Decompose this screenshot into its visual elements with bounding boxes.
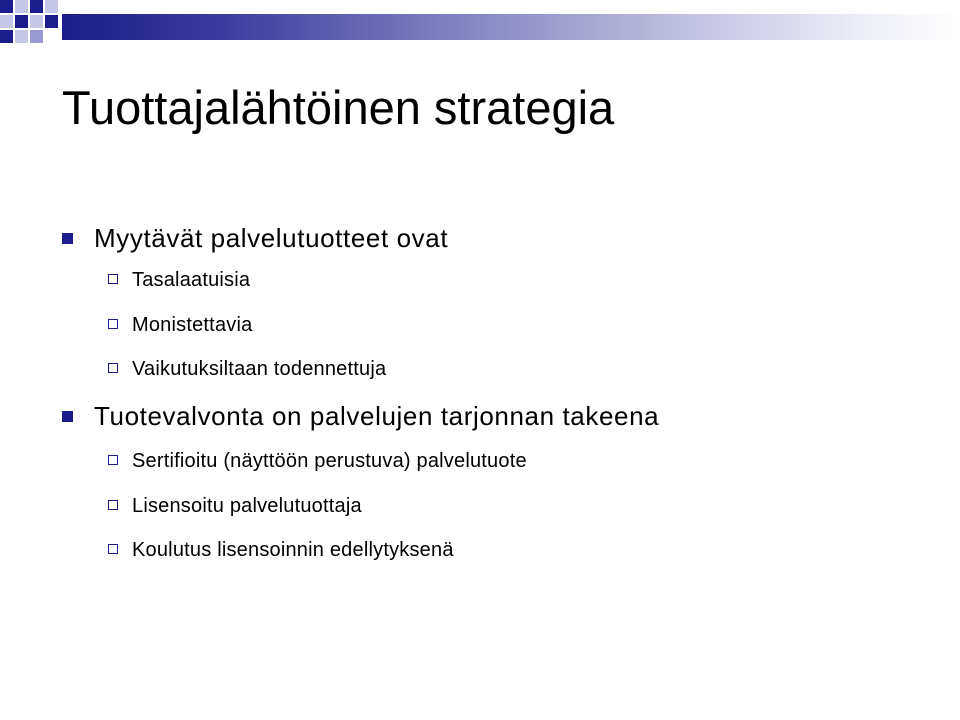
decor-square [15,0,28,13]
slide-title: Tuottajalähtöinen strategia [62,81,615,134]
hollow-square-bullet-icon [108,319,118,329]
decor-square [0,30,13,43]
decor-square [30,30,43,43]
hollow-square-bullet-icon [108,544,118,554]
bullet-text: Myytävät palvelutuotteet ovat [94,223,449,253]
sub-bullet-text: Vaikutuksiltaan todennettuja [132,358,387,380]
sub-bullet-text: Koulutus lisensoinnin edellytyksenä [132,539,454,561]
decor-square [15,15,28,28]
decor-square [0,15,13,28]
hollow-square-bullet-icon [108,274,118,284]
sub-bullet-text: Sertifioitu (näyttöön perustuva) palvelutuote [132,450,527,472]
sub-bullet-text: Lisensoitu palvelutuottaja [132,495,362,517]
decor-square [0,0,13,13]
sub-bullet-text: Monistettavia [132,314,253,336]
decor-square [30,0,43,13]
decor-square [45,0,58,13]
hollow-square-bullet-icon [108,500,118,510]
hollow-square-bullet-icon [108,363,118,373]
header-gradient-bar [62,14,960,40]
square-bullet-icon [62,411,73,422]
decor-square [15,30,28,43]
decor-square [45,15,58,28]
decor-square [30,15,43,28]
sub-bullet-text: Tasalaatuisia [132,269,251,291]
bullet-text: Tuotevalvonta on palvelujen tarjonnan takeena [94,401,660,431]
square-bullet-icon [62,233,73,244]
hollow-square-bullet-icon [108,455,118,465]
